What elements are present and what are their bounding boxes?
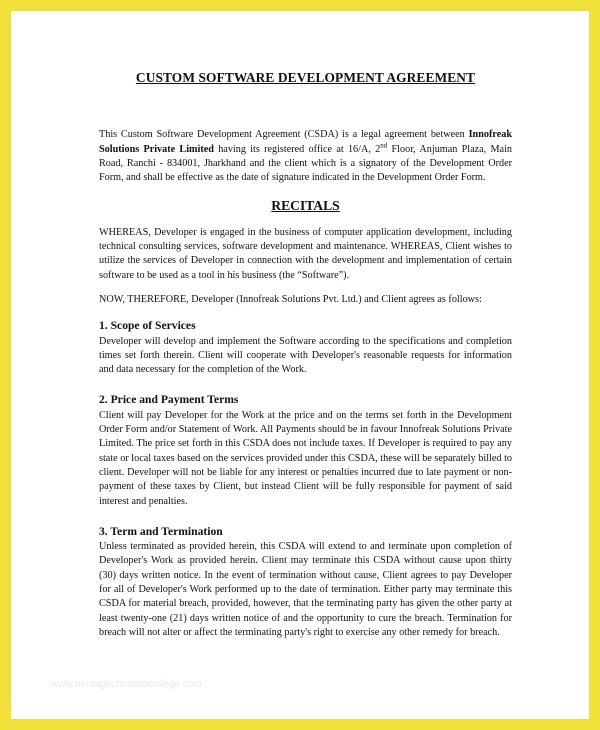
section-body-term: Unless terminated as provided herein, this CSDA will extend to and terminate upon completion of Developer's Work as provided herein. Client may terminate this CSDA without cause upon thirty (30) days written notice. In the event of termination without cause, Client agrees to pay Developer for all of Developer's Work performed up to the date of termination. Either party may terminate this CSDA for material breach, provided, however, that the terminating party has given the other party at least twenty-one (21) days written notice of and the opportunity to cure the breach. Termination for breach will not alter or affect the terminating party's right to exercise any other remedy for breach.: [99, 541, 512, 638]
section-heading-scope: 1. Scope of Services: [99, 319, 196, 333]
whereas-paragraph: WHEREAS, Developer is engaged in the business of computer application development, including technical consulting services, software development and maintenance. WHEREAS, Client wishes to utilize the services of Developer in connection with the development and implementation of certain software to be used as a tool in his business (the “Software”).: [99, 226, 512, 281]
watermark: www.heritagechristiancollege.com: [51, 679, 202, 690]
intro-text-address: having its registered office at 16/A, 2: [213, 143, 381, 155]
document-page: [11, 11, 589, 719]
intro-text-rest: Floor, Anjuman Plaza, Main Road, Ranchi - 834001, Jharkhand and the client which is a signatory of the Development Order Form, and shall be effective as the date of signature indicated in the Development Order Form.: [99, 143, 512, 184]
recitals-heading: RECITALS: [271, 198, 340, 214]
floor-superscript: nd: [380, 141, 388, 150]
intro-text-start: This Custom Software Development Agreement (CSDA) is a legal agreement between: [99, 129, 469, 141]
section-heading-term: 3. Term and Termination: [99, 524, 223, 538]
section-body-scope: Developer will develop and implement the Software according to the specifications and completion times set forth therein. Client will cooperate with Developer's reasonable requests for information and data necessary for the completion of the Work.: [99, 335, 512, 376]
section-body-price: Client will pay Developer for the Work at the price and on the terms set forth in the Development Order Form and/or Statement of Work. All Payments should be in favour Innofreak Solutions Private Limited. The price set forth in this CSDA does not include taxes. If Developer is required to pay any state or local taxes based on the services provided under this CSDA, these will be separately billed to client. Developer will not be liable for any interest or penalties incurred due to late payment or non-payment of these taxes by Client, but instead Client will be fully responsible for payment of said interest and penalties.: [99, 409, 512, 507]
document-content: [99, 71, 512, 640]
now-therefore-paragraph: NOW, THEREFORE, Developer (Innofreak Solutions Pvt. Ltd.) and Client agrees as follows:: [99, 293, 482, 305]
document-title: CUSTOM SOFTWARE DEVELOPMENT AGREEMENT: [135, 70, 476, 85]
intro-paragraph: [99, 128, 512, 185]
company-name: Innofreak Solutions Private Limited: [99, 129, 512, 155]
section-heading-price: 2. Price and Payment Terms: [99, 393, 239, 407]
